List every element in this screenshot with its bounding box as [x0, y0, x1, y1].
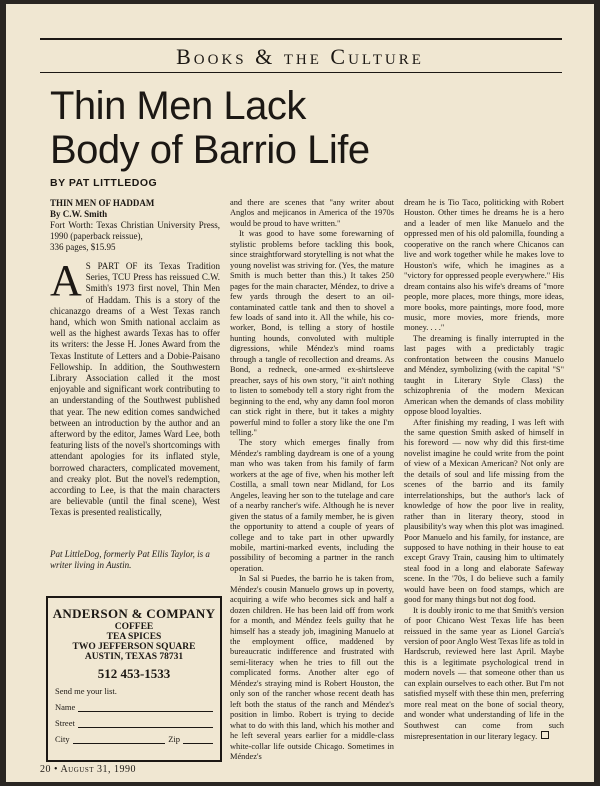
zip-line: [183, 734, 213, 744]
byline: BY PAT LITTLEDOG: [50, 177, 158, 189]
street-line: [78, 718, 213, 728]
headline-line-1: Thin Men Lack: [50, 84, 306, 128]
body-paragraph: dream he is Tio Taco, politicking with Robert Houston. Other times he dreams he is a hero and a leader of men like Manuelo and the oppressed men of his old palomilla, founding a cooperative on the ranch where Chicanos can live and work together while he makes love to Houston's wife, which he imagines as a "victory for oppressed people everywhere." His dream contains also his wife's dreams of "more people, more places, more things, more ideas, more books, more paintings, more food, more music, more movies, more friends, more money. . . .": [404, 198, 564, 333]
book-info: [50, 198, 220, 253]
book-title: THIN MEN OF HADDAM: [50, 198, 155, 208]
book-publisher: Fort Worth: Texas Christian University Press, 1990 (paperback reissue),: [50, 220, 220, 241]
ad-address-2: AUSTIN, TEXAS 78731: [84, 652, 184, 662]
name-label: Name: [55, 702, 76, 712]
advertisement: [46, 596, 222, 762]
body-paragraph: [404, 606, 564, 743]
section-title: Books & the Culture: [176, 44, 424, 69]
body-paragraph: The dreaming is finally interrupted in the last pages with a predictably tragic confrontation between the cousins Manuelo and Méndez, symbolizing (with the capital "S" taught in Literary Style Class) the schizophrenia of the modern Mexican American when the demands of class mobility oppose blood loyalties.: [404, 333, 564, 417]
ad-phone: 512 453-1533: [97, 666, 171, 681]
zip-label: Zip: [168, 734, 180, 744]
ad-send-list: Send me your list.: [55, 686, 117, 696]
page-footer: 20 • August 31, 1990: [40, 764, 137, 775]
book-pages-price: 336 pages, $15.95: [50, 242, 116, 252]
headline-line-2: Body of Barrio Life: [50, 128, 370, 172]
name-line: [78, 702, 213, 712]
body-paragraph: In Sal si Puedes, the barrio he is taken from, Méndez's cousin Manuelo grows up in poverty, acquiring a wife who becomes sick and half a dozen children. He has been laid off from work for a month, and Méndez feels guilty that he himself has a steady job, imagining Manuelo at the employment office, maddened by bureaucratic indifference and frustrated with semi-literacy when he tries to fill out the complicated forms. Another alter ego of Méndez's straying mind is Robert Houston, the only son of the rancher whose recent death has left both the status of the ranch and Méndez's position in limbo. Robert is trying to decide what to do with this land, which his mother and he left several years earlier for a middle-class white-collar life outside Chicago. Sometimes in Méndez's: [230, 574, 394, 762]
body-paragraph: The story which emerges finally from Méndez's rambling daydream is one of a young man who was taken from his family of farm workers at the age of five, when his mother left Costilla, a small town near Midland, for Los Angeles, leaving her son to the tutelage and care of a nearby rancher's wife. Although he is never given the status of a family member, he is given the opportunity to attend a couple of years of college and to take part in other upwardly mobile, martini-marked events, including the possibility of becoming a partner in the ranch operation.: [230, 438, 394, 573]
body-paragraph: and there are scenes that "any writer about Anglos and mejicanos in America of the 1970s would be proud to have written.": [230, 198, 394, 228]
city-line: [73, 734, 166, 744]
ad-name-field: [55, 702, 213, 712]
ad-company-name: ANDERSON & COMPANY: [52, 606, 216, 621]
paragraph-text: S PART OF its Texas Tradition Series, TCU Press has reissued C.W. Smith's 1973 first novel, Thin Men of Haddam. This is a story of the chicanazgo dreams of a West Texas ranch hand, which won Smith national acclaim as well as the highest awards Texas has to offer its writers: the Jesse H. Jones Award from the Texas Institute of Letters and a Dobie-Paisano Fellowship. In addition, the Southwestern Library Association called it the most enjoyable and significant work contributing to an understanding of the Southwest published that year. The new edition comes sandwiched between an introduction by the author and an afterword by the editor, James Ward Lee, both featuring lists of the novel's shortcomings with attendant apologies for its inflated style, borrowed characters, complicated movement, and creaky plot. But the novel's redemption, according to Lee, is that the main characters are believable (until the final scene), West Texas is presented realistically,: [50, 261, 220, 518]
author-note: Pat LittleDog, formerly Pat Ellis Taylor, is a writer living in Austin.: [50, 549, 210, 570]
city-label: City: [55, 734, 70, 744]
paragraph-text: It is doubly ironic to me that Smith's version of poor Chicano West Texas life has been reissued in the same year as Lionel García's version of poor Anglo West Texas life as told in Hardscrub, reviewed here last April. Maybe this is a legitimate psychological trend in modern novels — that someone other than us can explain ourselves to each other. But I'm not satisfied myself with these thin men, preferring more real meat on the bone of social theory, and wonder what understanding of life in the Southwest can come from such misrepresentation in our literary legacy.: [404, 605, 564, 742]
book-author: By C.W. Smith: [50, 209, 108, 219]
ad-line-tea: TEA SPICES: [106, 632, 162, 642]
ad-line-coffee: COFFEE: [114, 622, 154, 632]
ad-address-1: TWO JEFFERSON SQUARE: [72, 642, 196, 652]
drop-cap: A: [50, 256, 82, 305]
end-mark-icon: [541, 731, 549, 739]
headline: [50, 84, 370, 172]
street-label: Street: [55, 718, 75, 728]
column-3: [404, 198, 564, 743]
column-1: [50, 198, 220, 519]
ad-city-field: [55, 734, 213, 744]
body-paragraph: [50, 256, 220, 519]
ad-street-field: [55, 718, 213, 728]
column-2: [230, 198, 394, 762]
top-rule-under-section: [40, 72, 562, 73]
magazine-page: [6, 4, 594, 782]
top-rule-thick: [40, 38, 562, 40]
body-paragraph: It was good to have some forewarning of stylistic problems before tackling this book, since straightforward storytelling is not what the young novelist was striving for. (Yes, the mature Smith is much better than this.) It takes 250 pages for the main character, Méndez, to drive a few yards through the desert to an oil-contaminated cattle tank and then to shovel a few loads of sand into it. All the while, his co-worker, Bond, is telling a story of hostile hunting hounds, convoluted with multiple digressions, while Méndez's mind roams through a tangle of recollection and dreams. As Bond, a redneck, one-armed ex-shirtsleeve preacher, says of his own story, "it ain't nothing to listen to somebody tell a story right from the beginning to the end, why any damn fool moron can stick right in there, but it takes a mighty powerful mind to foller a story like the one I'm telling.": [230, 229, 394, 437]
body-paragraph: After finishing my reading, I was left with the same question Smith asked of himself in his foreword — now why did this first-time novelist imagine he could write from the point of view of a Mexican American? Not only are the details of soul and life missing from the scenes of the barrio and its family interrelationships, but the author's lack of knowledge of how the poor live in reality, rather than in literary theory, stood in plausibility's way when this plot was imagined. Poor Manuelo and his family, for instance, are supposed to have nothing in their house to eat except Gravy Train, causing him to ultimately steal food in a long and elaborate Safeway scene. In the '70s, I do believe such a family would have been on food stamps, which are good for many things but not dog food.: [404, 417, 564, 605]
